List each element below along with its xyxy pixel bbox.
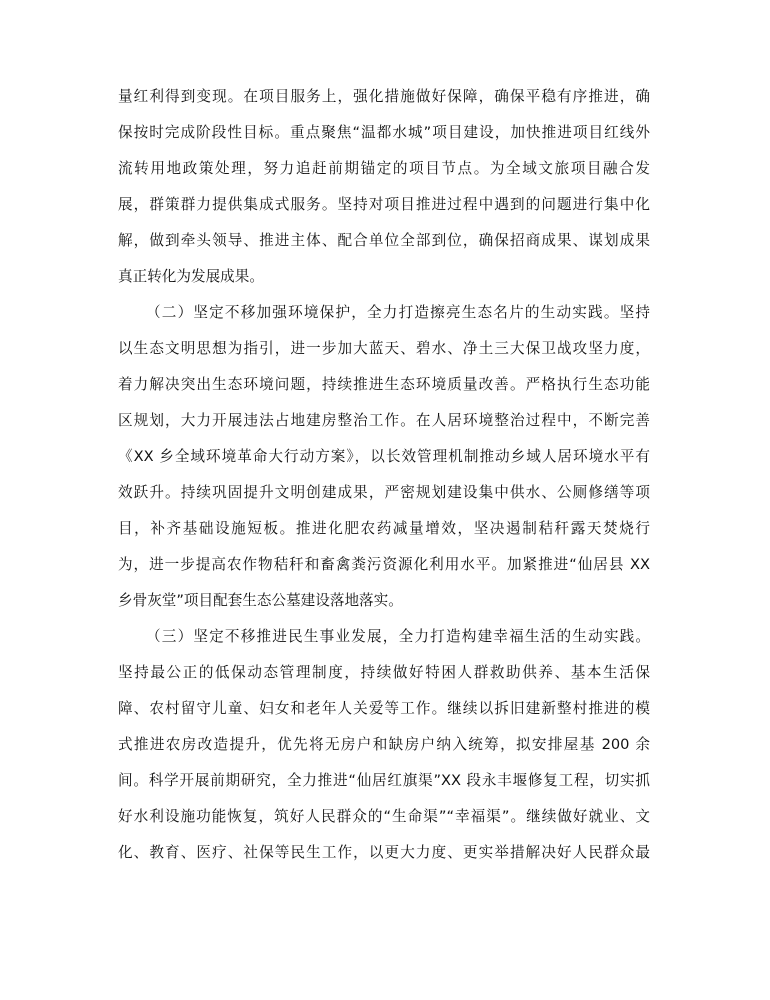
text-line: 量红利得到变现。在项目服务上，强化措施做好保障，确保平稳有序推进，确 xyxy=(118,88,650,105)
text-line: 障、农村留守儿童、妇女和老年人关爱等工作。继续以拆旧建新整村推进的模 xyxy=(118,700,650,717)
text-line: 间。科学开展前期研究，全力推进“仙居红旗渠”XX 段永丰堰修复工程，切实抓 xyxy=(118,772,650,789)
text-line: 真正转化为发展成果。 xyxy=(118,268,264,285)
text-line: 区规划，大力开展违法占地建房整治工作。在人居环境整治过程中，不断完善 xyxy=(118,412,650,429)
text-line: 效跃升。持续巩固提升文明创建成果，严密规划建设集中供水、公厕修缮等项 xyxy=(118,484,650,501)
text-line: 化、教育、医疗、社保等民生工作，以更大力度、更实举措解决好人民群众最 xyxy=(118,844,650,861)
text-line: 展，群策群力提供集成式服务。坚持对项目推进过程中遇到的问题进行集中化 xyxy=(118,196,650,213)
section-heading-line: （三）坚定不移推进民生事业发展，全力打造构建幸福生活的生动实践。 xyxy=(146,628,650,645)
text-line: 流转用地政策处理，努力追赶前期锚定的项目节点。为全域文旅项目融合发 xyxy=(118,160,650,177)
text-line: 以生态文明思想为指引，进一步加大蓝天、碧水、净土三大保卫战攻坚力度， xyxy=(118,340,650,357)
text-line: 《XX 乡全域环境革命大行动方案》，以长效管理机制推动乡域人居环境水平有 xyxy=(118,448,650,465)
text-line: 为，进一步提高农作物秸秆和畜禽粪污资源化利用水平。加紧推进“仙居县 XX xyxy=(118,556,650,573)
text-line: 解，做到牵头领导、推进主体、配合单位全部到位，确保招商成果、谋划成果 xyxy=(118,232,650,249)
text-line: 好水利设施功能恢复，筑好人民群众的“生命渠”“幸福渠”。继续做好就业、文 xyxy=(118,808,650,825)
text-line: 坚持最公正的低保动态管理制度，持续做好特困人群救助供养、基本生活保 xyxy=(118,664,650,681)
text-line: 目，补齐基础设施短板。推进化肥农药减量增效，坚决遏制秸秆露天焚烧行 xyxy=(118,520,650,537)
text-line: 着力解决突出生态环境问题，持续推进生态环境质量改善。严格执行生态功能 xyxy=(118,376,650,393)
text-line: 乡骨灰堂”项目配套生态公墓建设落地落实。 xyxy=(118,592,403,609)
text-line: 保按时完成阶段性目标。重点聚焦“温都水城”项目建设，加快推进项目红线外 xyxy=(118,124,650,141)
text-line: 式推进农房改造提升，优先将无房户和缺房户纳入统筹，拟安排屋基 200 余 xyxy=(118,736,650,753)
section-heading-line: （二）坚定不移加强环境保护，全力打造擦亮生态名片的生动实践。坚持 xyxy=(146,304,650,321)
